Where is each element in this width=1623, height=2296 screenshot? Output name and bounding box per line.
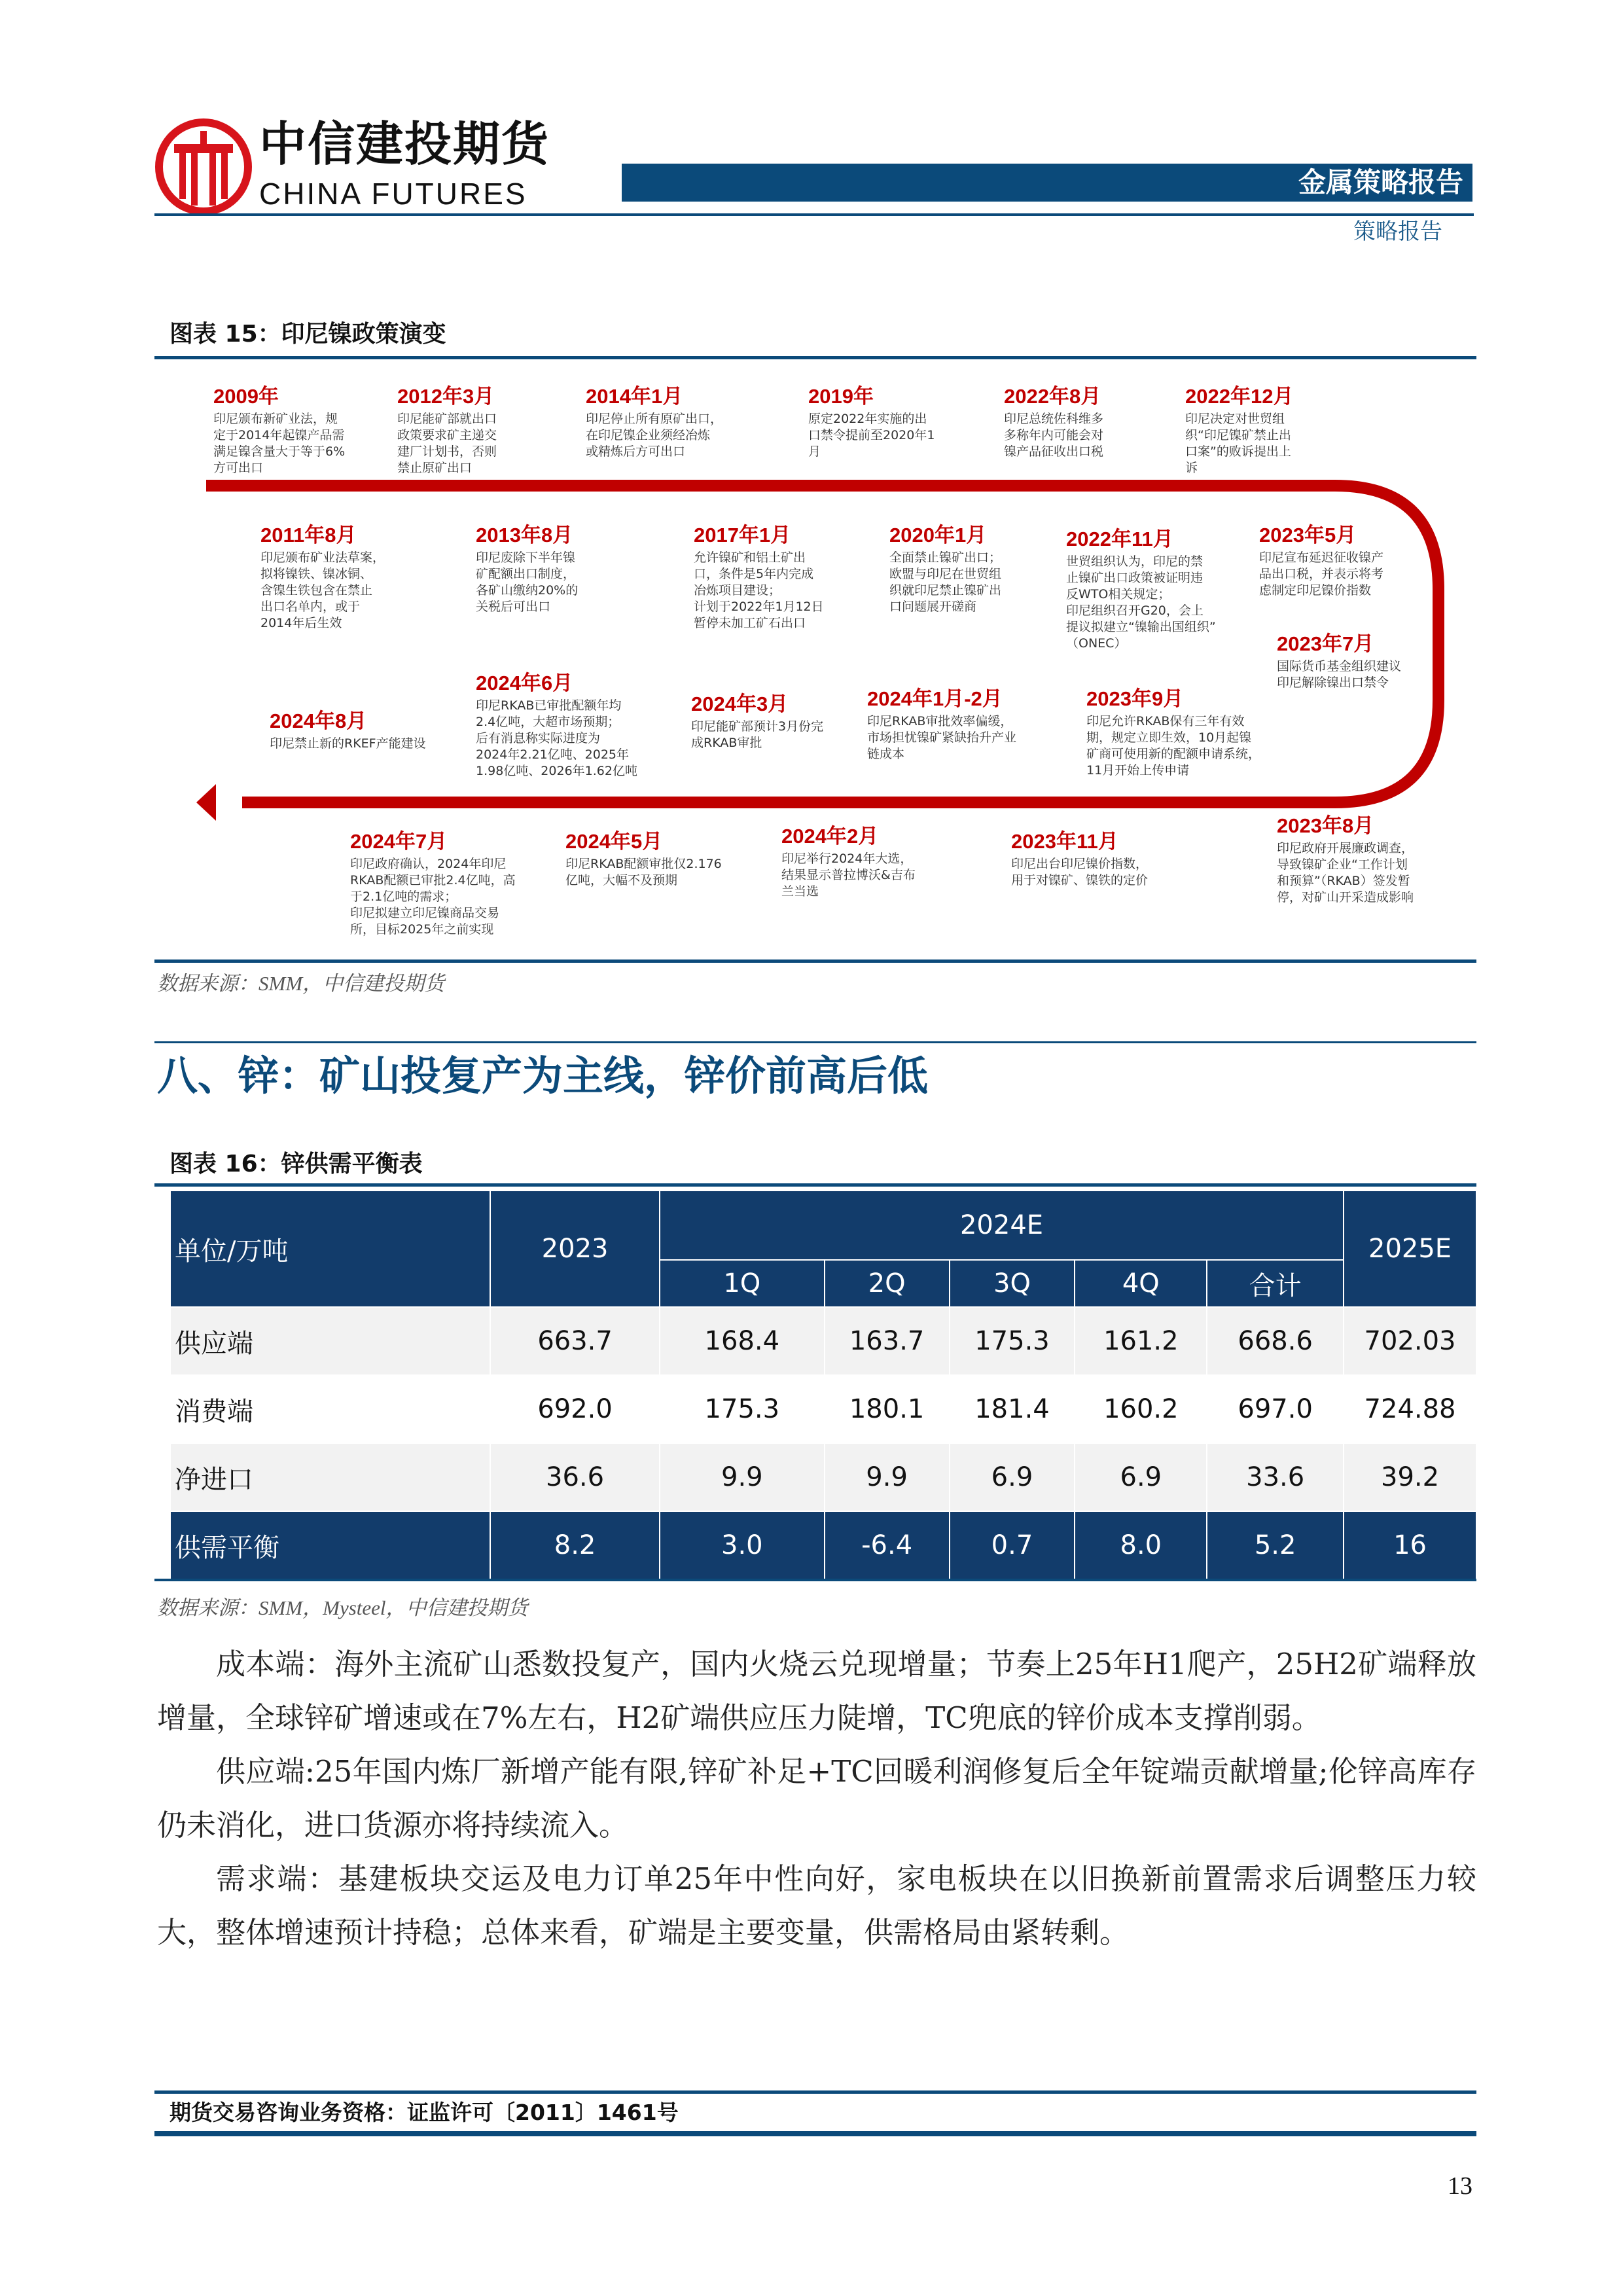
timeline-event: [694, 524, 824, 632]
timeline-event: [1086, 687, 1260, 779]
table-row: [170, 1307, 1476, 1375]
event-description: 印尼政府确认，2024年印尼 RKAB配额已审批2.4亿吨，高 于2.1亿吨的需求； 印尼拟建立印尼镍商品交易 所，目标2025年之前实现: [350, 857, 516, 937]
cell: -6.4: [825, 1511, 950, 1579]
event-description: 全面禁止镍矿出口； 欧盟与印尼在世贸组 织就印尼禁止镍矿出 口问题展开磋商: [889, 550, 1002, 614]
cell: 160.2: [1075, 1375, 1207, 1443]
logo-english-name: CHINA FUTURES: [259, 177, 527, 211]
event-date: 2022年11月: [1066, 528, 1173, 550]
license-text: 期货交易咨询业务资格：证监许可〔2011〕1461号: [169, 2100, 679, 2125]
event-date: 2020年1月: [889, 524, 987, 547]
zinc-balance-table: [169, 1190, 1477, 1580]
timeline-arrowhead-icon: [196, 784, 216, 821]
event-description: 印尼颁布矿业法草案， 拟将镍铁、镍冰铜、 含镍生铁包含在禁止 出口名单内，或于 2014年后生效: [260, 550, 385, 630]
logo-chinese-name: 中信建投期货: [259, 117, 550, 171]
event-date: 2024年2月: [781, 825, 879, 848]
timeline-event: [781, 825, 916, 900]
cell: 692.0: [490, 1375, 660, 1443]
event-date: 2012年3月: [397, 385, 495, 408]
event-date: 2024年5月: [565, 830, 663, 853]
figure-15-bottom-rule: [154, 960, 1476, 963]
event-description: 印尼政府开展廉政调查， 导致镍矿企业“工作计划 和预算”（RKAB）签发暂 停，对矿山开采造成影响: [1277, 841, 1414, 905]
cell: 36.6: [490, 1443, 660, 1511]
event-date: 2023年5月: [1259, 524, 1357, 547]
event-description: 世贸组织认为，印尼的禁 止镍矿出口政策被证明违 反WTO相关规定； 印尼组织召开G20，会上 提议拟建立“镍输出国组织” （ONEC）: [1066, 554, 1216, 651]
event-date: 2013年8月: [476, 524, 573, 547]
cell: 175.3: [950, 1307, 1075, 1375]
timeline-event: [1004, 385, 1103, 460]
figure-16-bottom-rule: [154, 1579, 1476, 1581]
cell: 724.88: [1344, 1375, 1476, 1443]
event-description: 印尼能矿部预计3月份完 成RKAB审批: [691, 719, 824, 750]
cell: 6.9: [950, 1443, 1075, 1511]
cell: 3.0: [660, 1511, 825, 1579]
event-date: 2024年8月: [270, 709, 367, 732]
event-description: 印尼总统佐科维多 多称年内可能会对 镍产品征收出口税: [1004, 412, 1104, 459]
cell: 6.9: [1075, 1443, 1207, 1511]
paragraph-demand: 需求端：基建板块交运及电力订单25年中性向好，家电板块在以旧换新前置需求后调整压力较大，整体增速预计持稳；总体来看，矿端是主要变量，供需格局由紧转剩。: [157, 1861, 1476, 1950]
event-description: 印尼颁布新矿业法，规 定于2014年起镍产品需 满足镍含量大于等于6% 方可出口: [213, 412, 346, 475]
event-date: 2022年12月: [1185, 385, 1294, 408]
timeline-event: [1066, 528, 1216, 652]
table-row-balance: [170, 1511, 1476, 1579]
paragraph-cost: 成本端：海外主流矿山悉数投复产，国内火烧云兑现增量；节奏上25年H1爬产，25H2矿端释放增量，全球锌矿增速或在7%左右，H2矿端供应压力陡增，TC兜底的锌价成本支撑削弱。: [157, 1647, 1476, 1735]
event-date: 2019年: [808, 385, 874, 408]
cell: 181.4: [950, 1375, 1075, 1443]
cell: 39.2: [1344, 1443, 1476, 1511]
event-description: 印尼废除下半年镍 矿配额出口制度， 各矿山缴纳20%的 关税后可出口: [476, 550, 579, 614]
event-date: 2017年1月: [694, 524, 791, 547]
cell: 8.0: [1075, 1511, 1207, 1579]
event-description: 国际货币基金组织建议 印尼解除镍出口禁令: [1277, 659, 1402, 690]
timeline-event: [691, 692, 823, 751]
event-date: 2014年1月: [586, 385, 683, 408]
event-date: 2024年1月-2月: [867, 687, 1003, 710]
report-type-label: 金属策略报告: [1298, 166, 1463, 198]
event-description: 印尼能矿部就出口 政策要求矿主递交 建厂计划书，否则 禁止原矿出口: [397, 412, 497, 475]
event-description: 印尼RKAB已审批配额年均 2.4亿吨，大超市场预期； 后有消息称实际进度为 2024年2.21亿吨、2025年 1.98亿吨、2026年1.62亿吨: [476, 698, 637, 778]
event-description: 允许镍矿和铝土矿出 口，条件是5年内完成 冶炼项目建设； 计划于2022年1月12日 暂停未加工矿石出口: [694, 550, 824, 630]
timeline-event: [565, 830, 722, 889]
footer-bottom-rule: [154, 2131, 1476, 2136]
table-header-row: [170, 1191, 1476, 1260]
timeline-event: [213, 385, 345, 476]
event-date: 2023年7月: [1277, 632, 1374, 655]
timeline-event: [350, 830, 516, 938]
timeline-event: [867, 687, 1016, 762]
row-label: 供应端: [170, 1307, 490, 1375]
cell: 161.2: [1075, 1307, 1207, 1375]
timeline-event: [1259, 524, 1383, 599]
cell: 33.6: [1207, 1443, 1344, 1511]
event-description: 印尼禁止新的RKEF产能建设: [270, 736, 426, 751]
col-header-2023: 2023: [490, 1191, 660, 1307]
page-number: 13: [1448, 2172, 1472, 2200]
report-subtype: 策略报告: [1353, 219, 1442, 245]
cell: 663.7: [490, 1307, 660, 1375]
table-row: [170, 1375, 1476, 1443]
col-header-quarter: 3Q: [950, 1260, 1075, 1307]
cell: 168.4: [660, 1307, 825, 1375]
table-row: [170, 1443, 1476, 1511]
col-header-quarter: 1Q: [660, 1260, 825, 1307]
event-date: 2023年9月: [1086, 687, 1184, 710]
event-date: 2023年8月: [1277, 814, 1374, 837]
event-date: 2011年8月: [260, 524, 357, 547]
cell: 180.1: [825, 1375, 950, 1443]
figure-16-top-rule: [154, 1183, 1476, 1187]
event-description: 印尼RKAB配额审批仅2.176 亿吨，大幅不及预期: [565, 857, 722, 888]
unit-header: 单位/万吨: [170, 1191, 490, 1307]
cell: 9.9: [825, 1443, 950, 1511]
timeline-event: [889, 524, 1001, 615]
cell: 668.6: [1207, 1307, 1344, 1375]
cell: 175.3: [660, 1375, 825, 1443]
event-description: 印尼举行2024年大选， 结果显示普拉博沃&吉布 兰当选: [781, 852, 916, 899]
timeline-event: [1011, 830, 1148, 889]
timeline-event: [586, 385, 722, 460]
event-date: 2022年8月: [1004, 385, 1101, 408]
figure-16-source: 数据来源：SMM，Mysteel，中信建投期货: [157, 1596, 528, 1619]
footer-top-rule: [154, 2090, 1476, 2094]
timeline-event: [1277, 814, 1414, 906]
event-description: 印尼宣布延迟征收镍产 品出口税，并表示将考 虑制定印尼镍价指数: [1259, 550, 1384, 598]
event-date: 2009年: [213, 385, 279, 408]
col-header-quarter: 4Q: [1075, 1260, 1207, 1307]
col-header-2025e: 2025E: [1344, 1191, 1476, 1307]
section-top-rule: [154, 1041, 1476, 1043]
cell: 697.0: [1207, 1375, 1344, 1443]
event-description: 印尼RKAB审批效率偏缓， 市场担忧镍矿紧缺抬升产业 链成本: [867, 714, 1017, 761]
cell: 702.03: [1344, 1307, 1476, 1375]
row-label: 供需平衡: [170, 1511, 490, 1579]
event-description: 原定2022年实施的出 口禁令提前至2020年1 月: [808, 412, 935, 459]
event-description: 印尼允许RKAB保有三年有效 期，规定立即生效，10月起镍 矿商可使用新的配额申请系统， 11月开始上传申请: [1086, 714, 1261, 778]
event-date: 2024年3月: [691, 692, 789, 715]
row-label: 消费端: [170, 1375, 490, 1443]
timeline-event: [476, 524, 578, 615]
col-header-total: 合计: [1207, 1260, 1344, 1307]
col-header-quarter: 2Q: [825, 1260, 950, 1307]
timeline-event: [1277, 632, 1401, 691]
paragraph-supply: 供应端:25年国内炼厂新增产能有限,锌矿补足+TC回暖利润修复后全年锭端贡献增量;伦锌高库存仍未消化，进口货源亦将持续流入。: [157, 1754, 1476, 1842]
timeline-event: [270, 709, 426, 752]
cell: 0.7: [950, 1511, 1075, 1579]
event-date: 2023年11月: [1011, 830, 1118, 853]
cell: 16: [1344, 1511, 1476, 1579]
event-description: 印尼停止所有原矿出口， 在印尼镍企业须经冶炼 或精炼后方可出口: [586, 412, 723, 459]
cell: 9.9: [660, 1443, 825, 1511]
timeline-event: [260, 524, 385, 632]
figure-15-source: 数据来源：SMM，中信建投期货: [157, 972, 445, 995]
event-description: 印尼决定对世贸组 织“印尼镍矿禁止出 口案”的败诉提出上 诉: [1185, 412, 1291, 475]
timeline-event: [476, 672, 637, 780]
figure-15-title: 图表 15：印尼镍政策演变: [169, 321, 446, 348]
figure-16-title: 图表 16：锌供需平衡表: [169, 1151, 423, 1177]
timeline-event: [1185, 385, 1293, 476]
section-heading: 八、锌：矿山投复产为主线，锌价前高后低: [157, 1052, 929, 1100]
body-text: [157, 1638, 1476, 1960]
event-description: 印尼出台印尼镍价指数， 用于对镍矿、镍铁的定价: [1011, 857, 1149, 888]
event-date: 2024年6月: [476, 672, 573, 694]
timeline-event: [397, 385, 497, 476]
cell: 5.2: [1207, 1511, 1344, 1579]
event-date: 2024年7月: [350, 830, 448, 853]
cell: 163.7: [825, 1307, 950, 1375]
timeline-event: [808, 385, 935, 460]
col-header-2024e: 2024E: [660, 1191, 1344, 1260]
row-label: 净进口: [170, 1443, 490, 1511]
cell: 8.2: [490, 1511, 660, 1579]
